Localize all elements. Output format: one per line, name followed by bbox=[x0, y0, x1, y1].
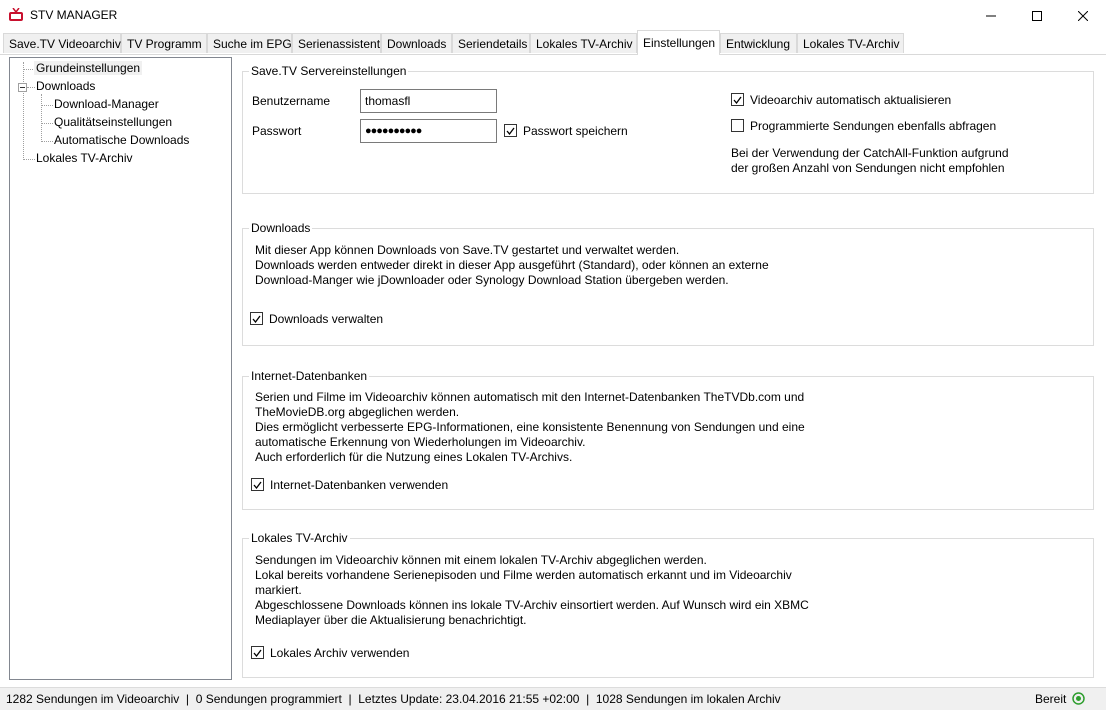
checkmark-icon bbox=[733, 96, 742, 104]
tab-suche-im-epg[interactable] bbox=[207, 33, 292, 53]
internet-db-description-line: automatische Erkennung von Wiederholungen im Videoarchiv. bbox=[255, 435, 586, 449]
tree-item-grundeinstellungen[interactable]: Grundeinstellungen bbox=[36, 61, 141, 75]
query-programmed-checkbox[interactable] bbox=[731, 119, 744, 132]
tab-seriendetails[interactable] bbox=[452, 33, 530, 53]
tab-save-tv-videoarchiv[interactable] bbox=[3, 33, 121, 53]
status-ok-icon bbox=[1072, 692, 1085, 705]
save-password-label: Passwort speichern bbox=[523, 124, 628, 138]
downloads-manage-label: Downloads verwalten bbox=[269, 312, 384, 326]
tree-item-lokales-tv-archiv[interactable]: Lokales TV-Archiv bbox=[36, 151, 133, 165]
tree-item-automatische-downloads[interactable]: Automatische Downloads bbox=[54, 133, 190, 147]
local-archive-description-line: markiert. bbox=[255, 583, 302, 597]
minimize-icon bbox=[986, 11, 996, 21]
tab-label: Save.TV Videoarchiv bbox=[9, 37, 121, 51]
auto-update-checkbox[interactable] bbox=[731, 93, 744, 106]
checkmark-icon bbox=[253, 481, 262, 489]
save-password-checkbox[interactable] bbox=[504, 124, 517, 137]
tree-item-qualitaetseinstellungen[interactable]: Qualitätseinstellungen bbox=[54, 115, 173, 129]
window-title: STV MANAGER bbox=[30, 8, 118, 22]
internet-db-description-line: Auch erforderlich für die Nutzung eines Lokalen TV-Archivs. bbox=[255, 450, 573, 464]
downloads-title: Downloads bbox=[251, 221, 311, 235]
tree-collapse-icon[interactable] bbox=[18, 83, 27, 92]
checkmark-icon bbox=[506, 127, 515, 135]
local-archive-checkbox[interactable] bbox=[251, 646, 264, 659]
internet-db-label: Internet-Datenbanken verwenden bbox=[270, 478, 449, 492]
tab-lokales-tv-archiv[interactable] bbox=[530, 33, 637, 53]
minimize-button[interactable] bbox=[968, 0, 1014, 31]
tab-label: Downloads bbox=[387, 37, 447, 51]
local-archive-description-line: Mediaplayer über die Aktualisierung benachrichtigt. bbox=[255, 613, 527, 627]
downloads-manage-checkbox[interactable] bbox=[250, 312, 263, 325]
downloads-description-line: Download-Manger wie jDownloader oder Synology Download Station übergeben werden. bbox=[255, 273, 729, 287]
close-icon bbox=[1078, 11, 1088, 21]
tab-label: Serienassistent bbox=[298, 37, 381, 51]
tab-serienassistent[interactable] bbox=[292, 33, 381, 53]
status-text: 1282 Sendungen im Videoarchiv | 0 Sendungen programmiert | Letztes Update: 23.04.2016 21:55 +02:00 | 1028 Sendungen im lokalen Archiv bbox=[6, 692, 781, 706]
internet-db-title: Internet-Datenbanken bbox=[251, 369, 368, 383]
close-button[interactable] bbox=[1060, 0, 1106, 31]
tab-label: Seriendetails bbox=[458, 37, 528, 51]
tab-entwicklung[interactable] bbox=[720, 33, 797, 53]
catchall-note-line: der großen Anzahl von Sendungen nicht empfohlen bbox=[731, 161, 1005, 175]
tab-label: TV Programm bbox=[127, 37, 202, 51]
tab-label: Lokales TV-Archiv bbox=[536, 37, 633, 51]
tab-downloads[interactable] bbox=[381, 33, 452, 53]
downloads-description-line: Downloads werden entweder direkt in dieser App ausgeführt (Standard), oder können an externe bbox=[255, 258, 769, 272]
tab-label: Entwicklung bbox=[726, 37, 791, 51]
auto-update-label: Videoarchiv automatisch aktualisieren bbox=[750, 93, 952, 107]
tab-divider bbox=[0, 54, 1106, 55]
password-label: Passwort bbox=[252, 124, 302, 138]
tree-item-download-manager[interactable]: Download-Manager bbox=[54, 97, 159, 111]
settings-tree[interactable] bbox=[9, 57, 232, 680]
checkmark-icon bbox=[253, 649, 262, 657]
checkmark-icon bbox=[252, 315, 261, 323]
server-settings-title: Save.TV Servereinstellungen bbox=[251, 64, 407, 78]
maximize-button[interactable] bbox=[1014, 0, 1060, 31]
username-label: Benutzername bbox=[252, 94, 331, 108]
internet-db-description-line: Dies ermöglicht verbesserte EPG-Informationen, eine konsistente Benennung von Sendungen und eine bbox=[255, 420, 805, 434]
status-bar bbox=[0, 687, 1106, 710]
tab-label: Lokales TV-Archiv bbox=[803, 37, 900, 51]
downloads-description-line: Mit dieser App können Downloads von Save.TV gestartet und verwaltet werden. bbox=[255, 243, 680, 257]
local-archive-description-line: Lokal bereits vorhandene Serienepisoden und Filme werden automatisch erkannt und im Videoarchiv bbox=[255, 568, 792, 582]
tab-label: Suche im EPG bbox=[213, 37, 292, 51]
internet-db-description-line: TheMovieDB.org abgeglichen werden. bbox=[255, 405, 460, 419]
username-input[interactable] bbox=[360, 89, 497, 113]
local-archive-description-line: Sendungen im Videoarchiv können mit einem lokalen TV-Archiv abgeglichen werden. bbox=[255, 553, 707, 567]
tab-tv-programm[interactable] bbox=[121, 33, 207, 53]
title-bar bbox=[0, 0, 1106, 31]
maximize-icon bbox=[1032, 11, 1042, 21]
internet-db-checkbox[interactable] bbox=[251, 478, 264, 491]
catchall-note-line: Bei der Verwendung der CatchAll-Funktion aufgrund bbox=[731, 146, 1009, 160]
password-input[interactable]: ●●●●●●●●●● bbox=[360, 119, 497, 143]
query-programmed-label: Programmierte Sendungen ebenfalls abfragen bbox=[750, 119, 997, 133]
status-ready-label: Bereit bbox=[1035, 692, 1067, 706]
tab-lokales-tv-archiv-2[interactable] bbox=[797, 33, 904, 53]
tab-label: Einstellungen bbox=[643, 36, 716, 50]
tree-item-downloads[interactable]: Downloads bbox=[36, 79, 96, 93]
tv-app-icon bbox=[8, 8, 24, 22]
local-archive-description-line: Abgeschlossene Downloads können ins lokale TV-Archiv einsortiert werden. Auf Wunsch wird ein XBMC bbox=[255, 598, 809, 612]
internet-db-description-line: Serien und Filme im Videoarchiv können automatisch mit den Internet-Datenbanken TheTVDb.com und bbox=[255, 390, 805, 404]
local-archive-label: Lokales Archiv verwenden bbox=[270, 646, 410, 660]
local-archive-title: Lokales TV-Archiv bbox=[251, 531, 348, 545]
tab-einstellungen[interactable] bbox=[637, 30, 720, 55]
